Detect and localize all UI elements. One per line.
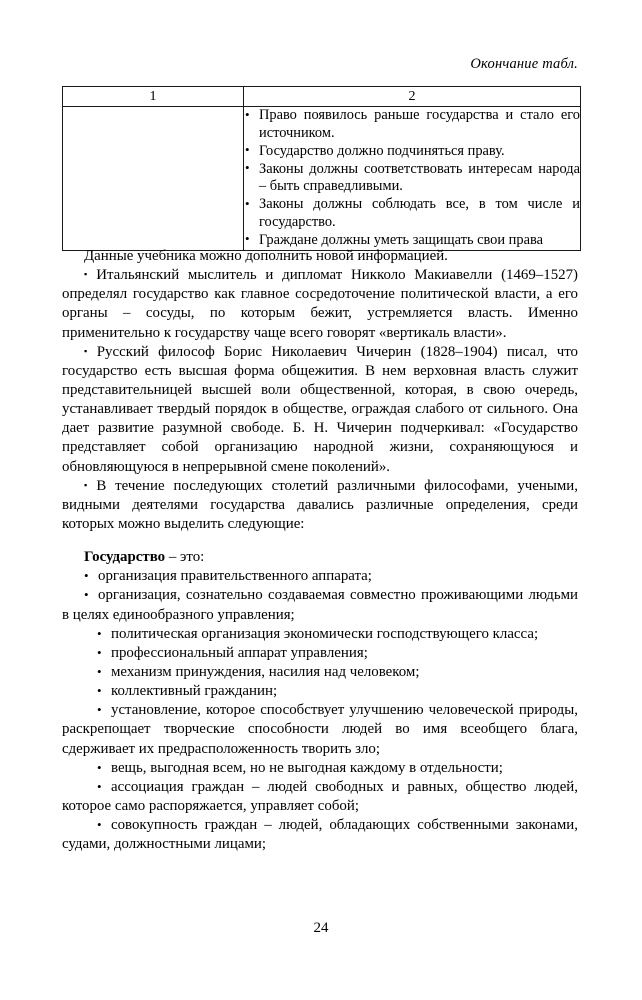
list-item <box>62 759 578 778</box>
list-item <box>62 816 578 854</box>
running-head: Окончание табл. <box>470 56 578 72</box>
table-bullet-item: • Законы должны соблюдать все, в том числе и государство. <box>244 196 580 231</box>
bullet-icon <box>97 816 111 835</box>
body-text <box>62 247 578 854</box>
paragraph-definitions-lead <box>62 477 578 534</box>
bullet-icon <box>97 663 111 682</box>
table-bullet-item: • Право появилось раньше государства и стало его источником. <box>244 107 580 142</box>
definition-list-group-1 <box>62 567 578 624</box>
table-bullet-item: • Законы должны соответствовать интересам народа – быть справедливыми. <box>244 161 580 196</box>
table-bullet-item: • Граждане должны уметь защищать свои права <box>244 232 580 250</box>
list-item-label: установление, которое способствует улучшению человеческой природы, раскрепощает творческие способности людей во имя всеобщего блага, сдерживает их предрасположенность творить зло; <box>62 702 578 757</box>
list-item-label: механизм принуждения, насилия над человеком; <box>111 663 420 680</box>
list-item-label: совокупность граждан – людей, обладающих собственными законами, судами, должностными лицами; <box>62 817 578 853</box>
list-item-label: политическая организация экономически господствующего класса; <box>111 625 539 642</box>
list-item <box>62 625 578 644</box>
list-item <box>62 778 578 816</box>
continued-table <box>62 86 581 251</box>
list-item <box>62 586 578 624</box>
table-row <box>63 107 581 251</box>
bullet-icon <box>97 701 111 720</box>
list-item <box>62 644 578 663</box>
bullet-icon <box>84 567 98 586</box>
bullet-icon <box>84 586 98 605</box>
square-bullet-icon <box>84 344 97 360</box>
table-bullet-item: • Государство должно подчиняться праву. <box>244 143 580 161</box>
list-item <box>62 663 578 682</box>
square-bullet-icon <box>84 267 96 283</box>
table-cell-bullet-list <box>244 107 580 249</box>
section-heading <box>62 548 578 567</box>
bullet-icon <box>97 759 111 778</box>
list-item-label: организация, сознательно создаваемая совместно проживающими людьми в целях единообразного управления; <box>62 587 578 623</box>
bullet-icon <box>97 644 111 663</box>
list-item-label: организация правительственного аппарата; <box>98 568 372 585</box>
paragraph-text: Итальянский мыслитель и дипломат Никколо Макиавелли (1469–1527) определял государство как главное сосредоточение политической власти, а его органы – сосуды, по которым бежит, устремляется власть. Именно применительно к государству чаще всего говорят «вертикаль власти». <box>62 267 578 341</box>
table-cell-col-2 <box>244 107 581 251</box>
paragraph-machiavelli <box>62 266 578 343</box>
section-heading-rest: – это: <box>165 549 205 566</box>
section-heading-term: Государство <box>84 549 166 566</box>
table-header-col-2: 2 <box>244 87 581 107</box>
list-item <box>62 567 578 586</box>
bullet-icon <box>97 778 111 797</box>
list-item-label: ассоциация граждан – людей свободных и равных, общество людей, которое само распоряжается, управляет собой; <box>62 778 578 814</box>
paragraph-chicherin <box>62 343 578 477</box>
bullet-icon <box>97 682 111 701</box>
list-item-label: профессиональный аппарат управления; <box>111 644 368 661</box>
list-item-label: вещь, выгодная всем, но не выгодная каждому в отдельности; <box>111 759 503 776</box>
table-header-row <box>63 87 581 107</box>
list-item <box>62 682 578 701</box>
paragraph-text: В течение последующих столетий различными философами, учеными, видными деятелями государства давались различные определения, среди которых можно выделить следующие: <box>62 477 578 532</box>
bullet-icon <box>97 625 111 644</box>
definition-list-group-2 <box>62 625 578 855</box>
square-bullet-icon <box>84 478 96 494</box>
list-item <box>62 701 578 758</box>
list-item-label: коллективный гражданин; <box>111 683 278 700</box>
continued-table-wrapper <box>62 86 578 251</box>
paragraph-text: Русский философ Борис Николаевич Чичерин (1828–1904) писал, что государство есть высшая форма общежития. В нем верховная власть служит представительницей высшей воли общественной, которая, в свою очередь, устанавливает твердый порядок в обществе, ограждая слабого от сильного. Она дает развитие разумной свободе. Б. Н. Чичерин подчеркивал: «Государство представляет собой организацию народной жизни, сохраняющуюся и обновляющуюся в непрерывной смене поколений». <box>62 343 578 475</box>
page-number: 24 <box>313 920 329 936</box>
table-cell-col-1 <box>63 107 244 251</box>
table-header-col-1: 1 <box>63 87 244 107</box>
intro-paragraph: Данные учебника можно дополнить новой информацией. <box>84 248 448 264</box>
